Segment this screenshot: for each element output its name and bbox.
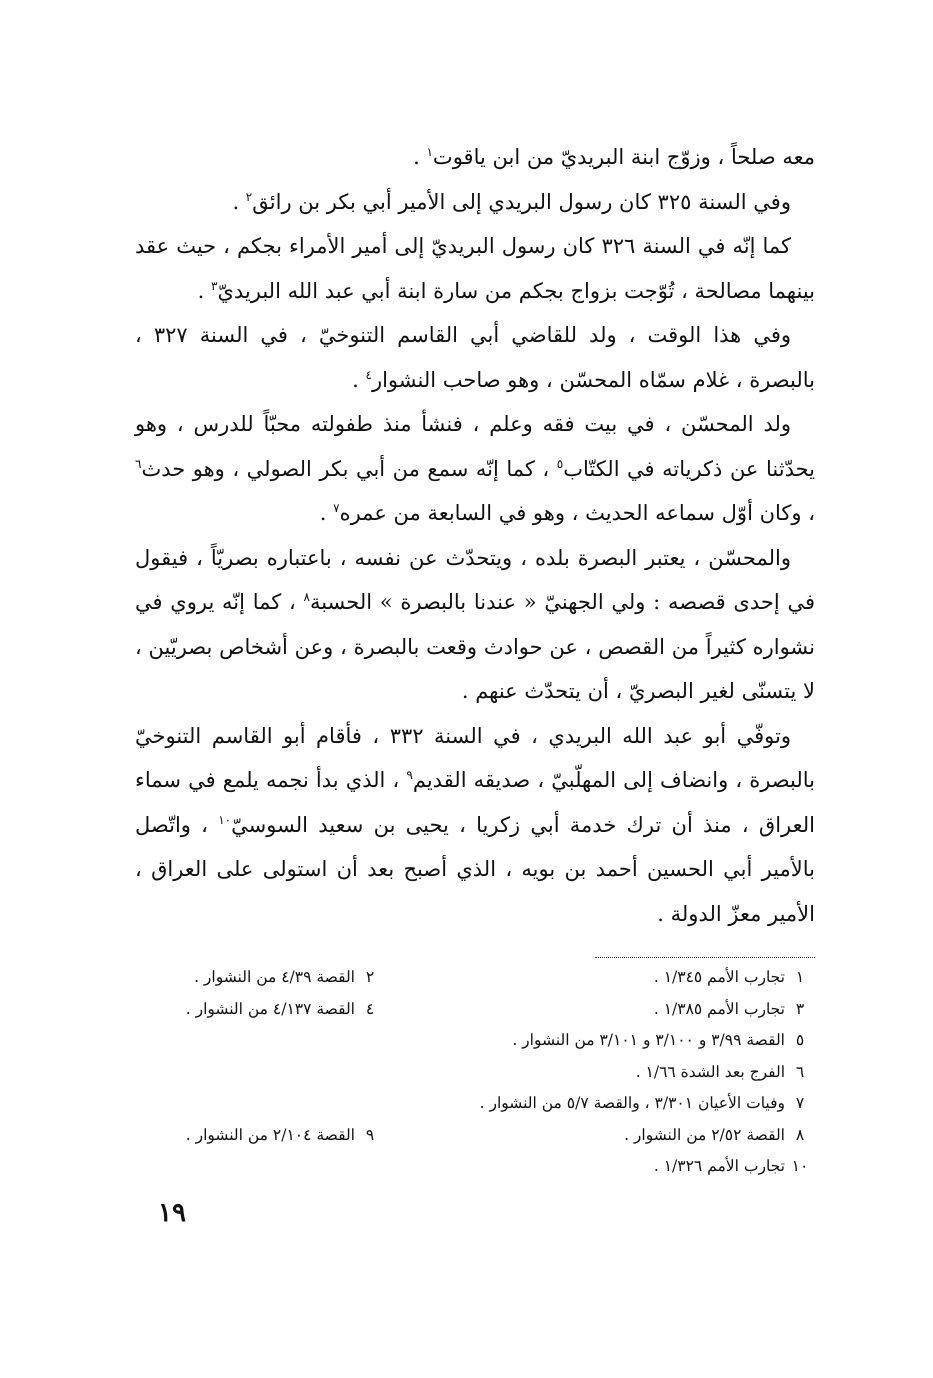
footnote-marker: ٧ xyxy=(333,501,340,515)
paragraph-text: معه صلحاً ، وزوّج ابنة البريديّ من ابن ياقوت xyxy=(432,145,815,169)
footnote-number: ٨ xyxy=(795,1125,805,1144)
footnote-number: ٥ xyxy=(795,1031,805,1049)
paragraph-text: ، وكان أوّل سماعه الحديث ، وهو في السابعة من عمره xyxy=(339,501,815,525)
paragraph-text: ولد المحسّن ، في بيت فقه وعلم ، فنشأ منذ طفولته محبّاً للدرس ، وهو يحدّثنا عن ذكرياته في الكتّاب xyxy=(135,412,815,481)
paragraph xyxy=(135,402,815,536)
footnote-separator xyxy=(595,957,815,958)
paragraph xyxy=(135,714,815,937)
footnote-number: ٤ xyxy=(365,999,375,1018)
footnote-number: ١ xyxy=(795,968,805,986)
footnote-text: تجارب الأمم ١/٣٨٥ . xyxy=(653,999,785,1018)
footnote-marker: ١٠ xyxy=(218,812,232,827)
paragraph-text: وتوفّي أبو عبد الله البريدي ، في السنة ٣٣٢ ، فأقام أبو القاسم التنوخيّ بالبصرة ، وانضاف إلى المهلّبيّ ، صديقه القديم xyxy=(135,723,815,792)
footnote-marker: ٣ xyxy=(211,278,218,293)
body-text xyxy=(135,135,815,936)
footnote-text: وفيات الأعيان ٣/٣٠١ ، والقصة ٥/٧ من النشوار . xyxy=(479,1094,785,1112)
footnote-number: ٧ xyxy=(795,1094,805,1112)
footnote-row xyxy=(135,1025,815,1057)
footnote-row xyxy=(135,1057,815,1089)
footnote-entry xyxy=(186,1120,385,1152)
paragraph-text: ، كما إنّه سمع من أبي بكر الصولي ، وهو حدث xyxy=(141,456,557,481)
footnote-marker: ٨ xyxy=(303,590,310,604)
paragraph-text: كما إنّه في السنة ٣٢٦ كان رسول البريديّ إلى أمير الأمراء بجكم ، حيث عقد بينهما مصالحة ، تُوّجت بزواج بجكم من سارة ابنة أبي عبد الله البريديّ xyxy=(135,234,815,303)
footnotes xyxy=(135,962,815,1183)
footnote-marker: ٤ xyxy=(365,367,372,382)
paragraph xyxy=(135,313,815,402)
footnote-marker: ٥ xyxy=(556,456,564,471)
paragraph-text: ، الذي بدأ نجمه يلمع في سماء العراق ، منذ أن ترك خدمة أبي زكريا ، يحيى بن سعيد السوسيّ xyxy=(135,768,815,837)
paragraph-text: . xyxy=(197,278,211,303)
footnote-text: الفرج بعد الشدة ١/٦٦ . xyxy=(635,1062,785,1081)
footnote-marker: ١ xyxy=(426,145,433,159)
footnote-text: تجارب الأمم ١/٣٤٥ . xyxy=(653,968,785,986)
paragraph-text: ، واتّصل بالأمير أبي الحسين أحمد بن بويه ، الذي أصبح بعد أن استولى على العراق ، الأمير معزّ الدولة . xyxy=(135,812,815,926)
paragraph-text: . xyxy=(352,367,366,392)
footnote-row xyxy=(135,1120,815,1152)
footnote-text: القصة ٤/٣٩ من النشوار . xyxy=(194,968,355,986)
footnote-number: ٩ xyxy=(365,1125,375,1144)
paragraph xyxy=(135,536,815,714)
footnote-row xyxy=(135,1088,815,1120)
footnote-marker: ٦ xyxy=(135,456,142,471)
paragraph xyxy=(135,224,815,313)
footnote-text: تجارب الأمم ١/٣٢٦ . xyxy=(653,1157,785,1175)
footnote-number: ٦ xyxy=(795,1062,805,1081)
footnote-text: القصة ٣/٩٩ و ٣/١٠٠ و ٣/١٠١ من النشوار . xyxy=(512,1031,785,1049)
page-number: ١٩ xyxy=(158,1198,186,1228)
paragraph-text: وفي هذا الوقت ، ولد للقاضي أبي القاسم التنوخيّ ، في السنة ٣٢٧ ، بالبصرة ، غلام سمّاه المحسّن ، وهو صاحب النشوار xyxy=(135,323,815,392)
footnote-number: ٣ xyxy=(795,999,805,1018)
footnote-entry xyxy=(636,1057,815,1089)
paragraph-text: . xyxy=(319,501,334,525)
footnote-number: ٢ xyxy=(365,968,375,986)
paragraph xyxy=(135,180,815,225)
paragraph-text: والمحسّن ، يعتبر البصرة بلده ، ويتحدّث عن نفسه ، باعتباره بصريّاً ، فيقول في إحدى قصصه : ولي الجهنيّ « عندنا بالبصرة » الحسبة xyxy=(135,545,815,614)
paragraph-text: . xyxy=(232,189,246,214)
footnote-entry xyxy=(654,1151,815,1183)
footnote-entry xyxy=(512,1025,815,1057)
footnote-marker: ٩ xyxy=(406,768,413,782)
footnote-row xyxy=(135,1151,815,1183)
footnote-entry xyxy=(624,1120,815,1152)
footnote-number: ١٠ xyxy=(791,1157,809,1175)
footnote-text: القصة ٢/٥٢ من النشوار . xyxy=(624,1125,785,1144)
footnote-entry xyxy=(654,962,815,994)
footnote-entry xyxy=(654,994,815,1026)
footnote-row xyxy=(135,994,815,1026)
paragraph xyxy=(135,135,815,180)
paragraph-text: وفي السنة ٣٢٥ كان رسول البريدي إلى الأمير أبي بكر بن رائق xyxy=(252,189,791,214)
footnote-entry xyxy=(186,994,385,1026)
footnote-text: القصة ٤/١٣٧ من النشوار . xyxy=(185,999,355,1018)
paragraph-text: . xyxy=(413,145,427,169)
paragraph-text: ، كما إنّه يروي في نشواره كثيراً من القصص ، عن حوادث وقعت بالبصرة ، وعن أشخاص بصريّين ، لا يتسنّى لغير البصريّ ، أن يتحدّث عنهم . xyxy=(135,590,815,703)
footnote-row xyxy=(135,962,815,994)
footnote-text: القصة ٢/١٠٤ من النشوار . xyxy=(185,1125,355,1144)
footnote-entry xyxy=(480,1088,815,1120)
footnote-marker: ٢ xyxy=(245,189,253,204)
footnote-entry xyxy=(194,962,385,994)
